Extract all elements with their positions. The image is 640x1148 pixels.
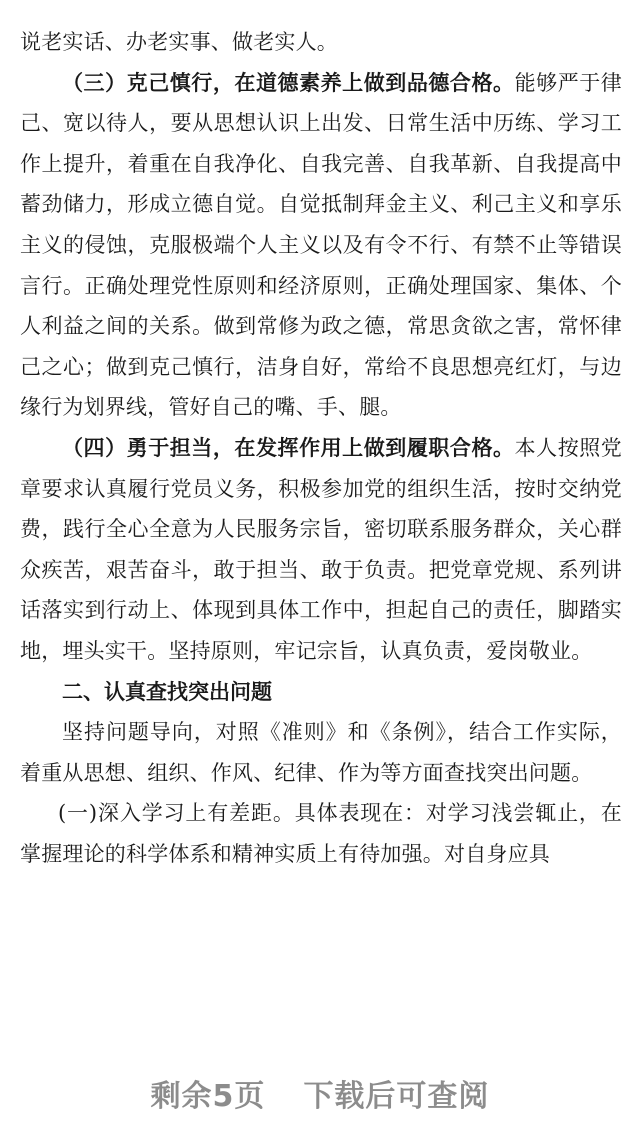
document-body [20,22,622,874]
download-to-view-label[interactable]: 下载后可查阅 [303,1079,490,1114]
paragraph-problem-intro [20,712,622,793]
paragraph-section-3 [20,63,622,428]
paragraph-problem-1 [20,793,622,874]
download-banner[interactable] [0,1038,640,1148]
paragraph-continuation [20,22,622,63]
paragraph-section-4 [20,428,622,672]
section-3-text: 能够严于律己、宽以待人，要从思想认识上出发、日常生活中历练、学习工作上提升，着重在自我净化、自我完善、自我革新、自我提高中蓄劲储力，形成立德自觉。自觉抵制拜金主义、利己主义和享乐主义的侵蚀，克服极端个人主义以及有令不行、有禁不止等错误言行。正确处理党性原则和经济原则，正确处理国家、集体、个人利益之间的关系。做到常修为政之德，常思贪欲之害，常怀律己之心；做到克己慎行，洁身自好，常给不良思想亮红灯，与边缘行为划界线，管好自己的嘴、手、腿。 [20,70,623,420]
remaining-pages-label[interactable]: 剩余5页 [150,1079,266,1114]
problem-intro-text: 坚持问题导向，对照《准则》和《条例》，结合工作实际，着重从思想、组织、作风、纪律、作为等方面查找突出问题。 [20,720,622,785]
section-4-text: 本人按照党章要求认真履行党员义务，积极参加党的组织生活，按时交纳党费，践行全心全意为人民服务宗旨，密切联系服务群众，关心群众疾苦，艰苦奋斗，敢于担当、敢于负责。把党章党规、系列讲话落实到行动上、体现到具体工作中，担起自己的责任，脚踏实地，埋头实干。坚持原则，牢记宗旨，认真负责，爱岗敬业。 [20,435,623,663]
section-3-heading: （三）克己慎行，在道德素养上做到品德合格。 [62,69,515,95]
chapter-heading: 二、认真查找突出问题 [62,679,272,704]
problem-1-text: (一)深入学习上有差距。具体表现在：对学习浅尝辄止，在掌握理论的科学体系和精神实质上有待加强。对自身应具 [20,801,622,866]
paragraph-text: 说老实话、办老实事、做老实人。 [20,30,338,54]
section-4-heading: （四）勇于担当，在发挥作用上做到履职合格。 [62,434,515,460]
